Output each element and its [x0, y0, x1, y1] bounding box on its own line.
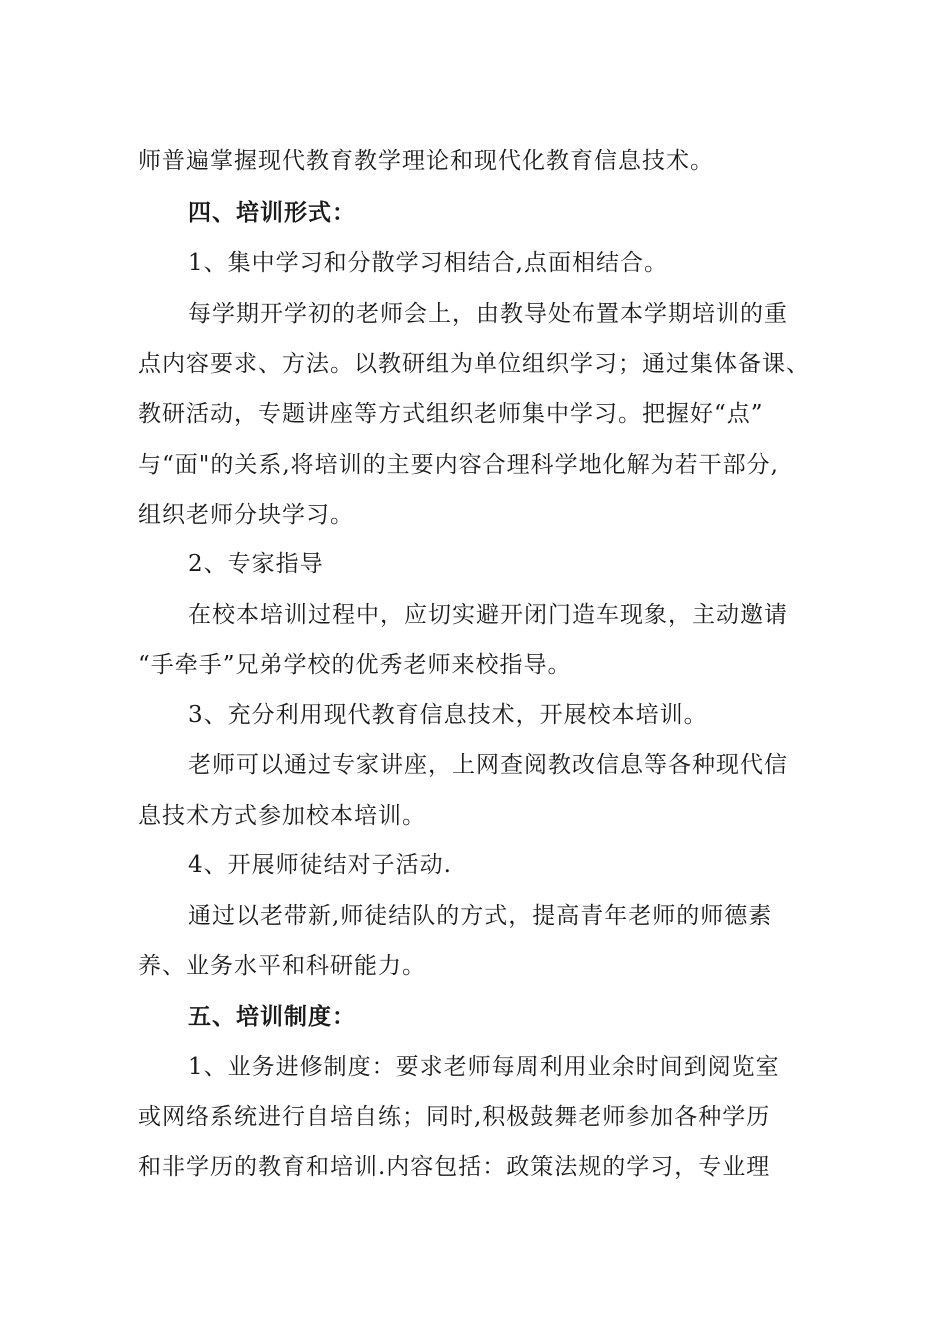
list-item-heading: 1、集中学习和分散学习相结合,点面相结合。 [188, 250, 668, 276]
paragraph-line: “手牵手”兄弟学校的优秀老师来校指导。 [138, 652, 572, 678]
paragraph-line: 养、业务水平和科研能力。 [138, 953, 426, 979]
paragraph-line: 与“面"的关系,将培训的主要内容合理科学地化解为若干部分, [138, 452, 779, 478]
section-heading-training-system: 五、培训制度： [188, 1004, 356, 1030]
paragraph-line: 息技术方式参加校本培训。 [138, 803, 426, 829]
paragraph-line: 组织老师分块学习。 [138, 502, 354, 528]
paragraph-line: 在校本培训过程中，应切实避开闭门造车现象，主动邀请 [188, 602, 788, 628]
paragraph-line: 每学期开学初的老师会上，由教导处布置本学期培训的重 [188, 301, 788, 327]
paragraph-line: 和非学历的教育和培训.内容包括：政策法规的学习，专业理 [138, 1154, 771, 1180]
paragraph-line: 师普遍掌握现代教育教学理论和现代化教育信息技术。 [138, 148, 714, 174]
paragraph-line: 教研活动，专题讲座等方式组织老师集中学习。把握好“点” [138, 401, 764, 427]
list-item-heading: 4、开展师徒结对子活动. [188, 852, 452, 878]
section-heading-training-form: 四、培训形式： [188, 200, 356, 226]
paragraph-line: 老师可以通过专家讲座，上网查阅教改信息等各种现代信 [188, 752, 788, 778]
list-item-heading: 2、专家指导 [188, 551, 324, 577]
paragraph-line: 1、业务进修制度：要求老师每周利用业余时间到阅览室 [188, 1054, 780, 1080]
list-item-heading: 3、充分利用现代教育信息技术，开展校本培训。 [188, 702, 708, 728]
paragraph-line: 点内容要求、方法。以教研组为单位组织学习；通过集体备课、 [138, 351, 810, 377]
paragraph-line: 或网络系统进行自培自练；同时,积极鼓舞老师参加各种学历 [138, 1104, 771, 1130]
paragraph-line: 通过以老带新,师徒结队的方式，提高青年老师的师德素 [188, 903, 773, 929]
